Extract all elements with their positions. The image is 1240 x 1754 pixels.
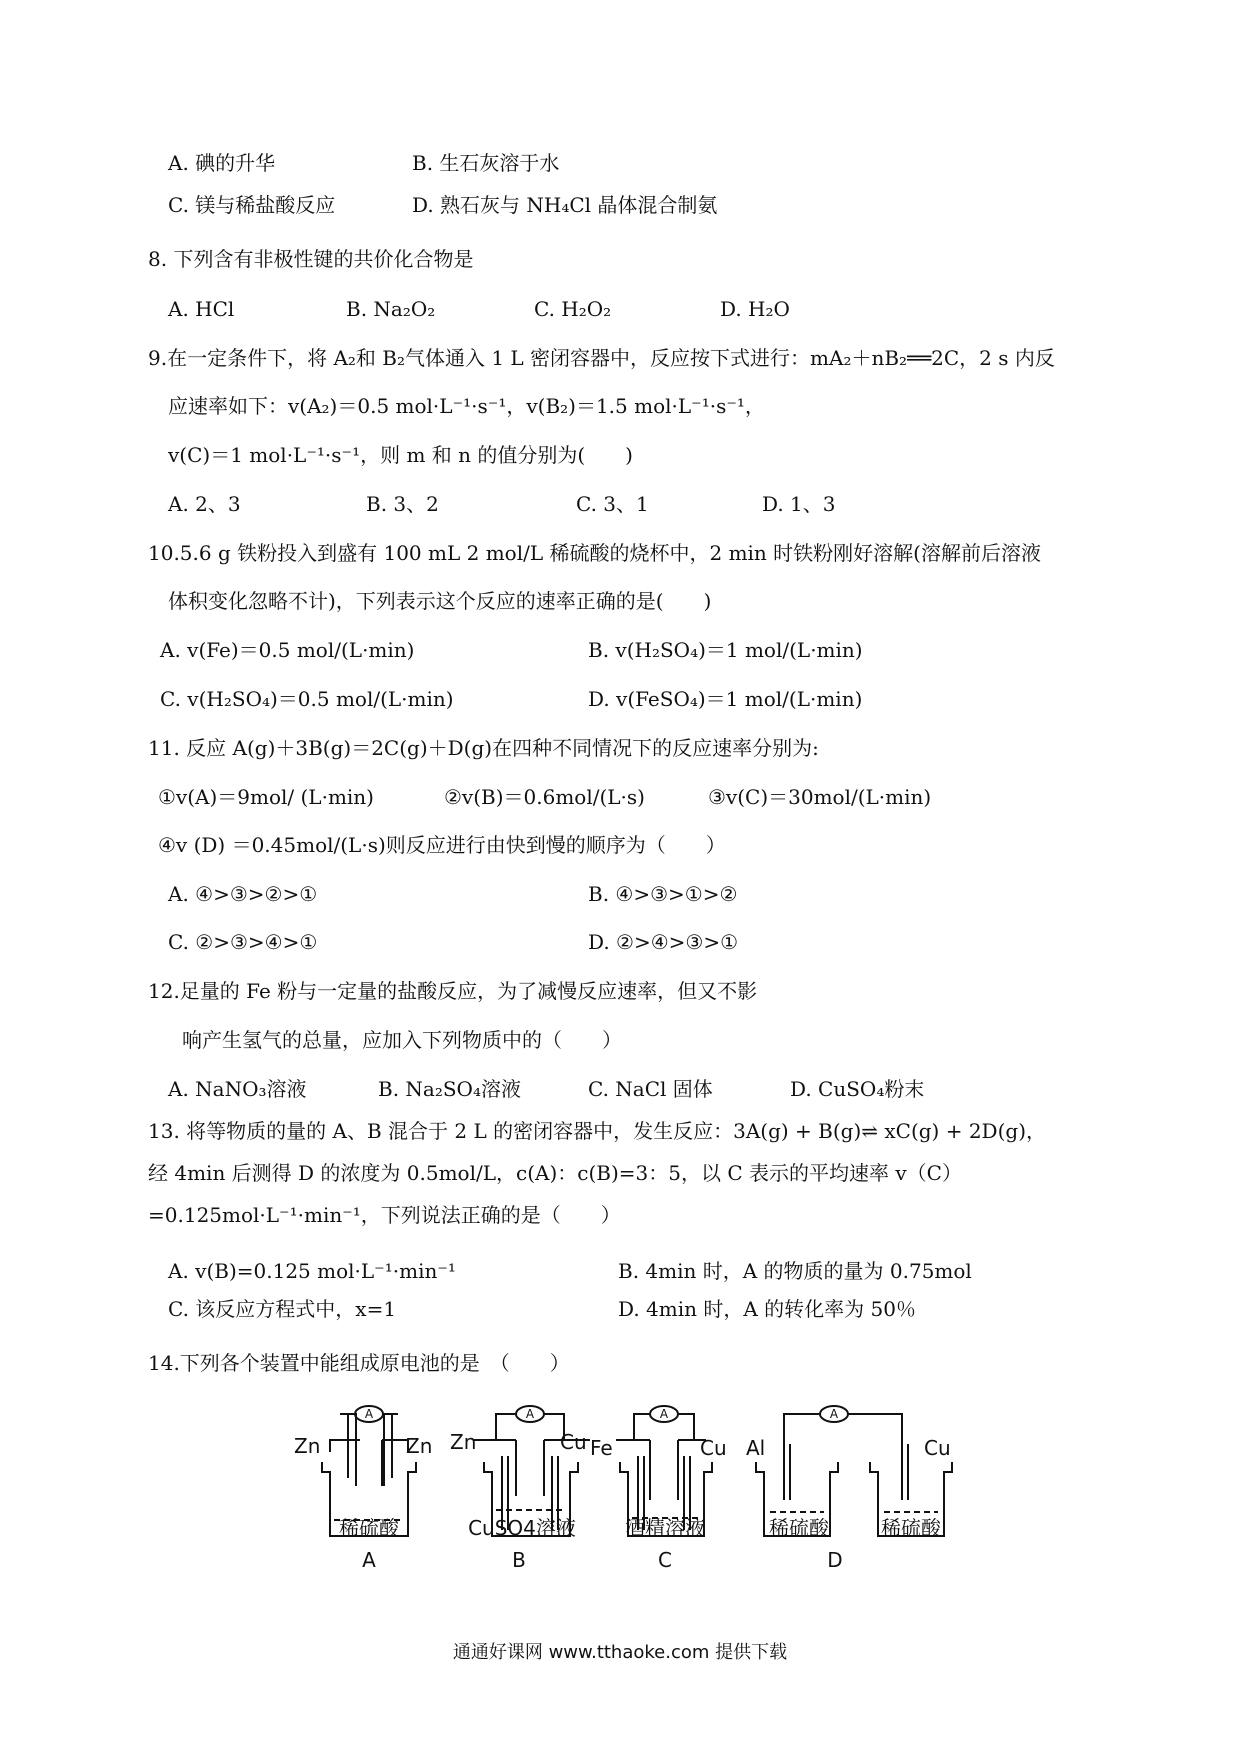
q11-rate-3: ③v(C)＝30mol/(L·min) xyxy=(708,785,932,809)
device-a-right-electrode: Zn xyxy=(406,1434,433,1458)
q7-option-a: A. 碘的升华 xyxy=(168,151,276,175)
q7-option-b: B. 生石灰溶于水 xyxy=(412,151,560,175)
q13-option-c: C. 该反应方程式中，x=1 xyxy=(168,1297,397,1321)
q11-option-c: C. ②>③>④>① xyxy=(168,930,318,954)
q12-option-b: B. Na₂SO₄溶液 xyxy=(378,1077,521,1101)
ammeter-b-label: A xyxy=(525,1407,535,1421)
q9-line1: 9.在一定条件下，将 A₂和 B₂气体通入 1 L 密闭容器中，反应按下式进行：mA₂＋nB₂══2C，2 s 内反 xyxy=(148,346,1055,370)
q11-option-b: B. ④>③>①>② xyxy=(588,882,738,906)
q8-stem: 8. 下列含有非极性键的共价化合物是 xyxy=(148,247,474,271)
q8-option-a: A. HCl xyxy=(168,297,235,321)
device-c-left-electrode: Fe xyxy=(590,1436,613,1460)
q13-line1: 13. 将等物质的量的 A、B 混合于 2 L 的密闭容器中，发生反应：3A(g) + B(g)⇌ xC(g) + 2D(g)， xyxy=(148,1119,1046,1143)
q14-stem: 14.下列各个装置中能组成原电池的是 （ ） xyxy=(148,1351,570,1375)
device-c-label: C xyxy=(658,1548,672,1572)
device-b-label: B xyxy=(512,1548,526,1572)
q11-option-a: A. ④>③>②>① xyxy=(168,882,318,906)
device-c-solution: 酒精溶液 xyxy=(625,1516,705,1540)
device-b-right-electrode: Cu xyxy=(560,1430,587,1454)
q10-option-c: C. v(H₂SO₄)＝0.5 mol/(L·min) xyxy=(160,687,454,711)
q9-option-d: D. 1、3 xyxy=(762,492,836,516)
q9-option-c: C. 3、1 xyxy=(576,492,649,516)
q12-line2: 响产生氢气的总量，应加入下列物质中的（ ） xyxy=(182,1028,622,1052)
device-c-right-electrode: Cu xyxy=(700,1436,727,1460)
device-d-right-electrode: Cu xyxy=(924,1436,951,1460)
q11-option-d: D. ②>④>③>① xyxy=(588,930,739,954)
q13-option-b: B. 4min 时，A 的物质的量为 0.75mol xyxy=(618,1259,972,1283)
q11-line1: 11. 反应 A(g)＋3B(g)＝2C(g)＋D(g)在四种不同情况下的反应速率分别为: xyxy=(148,736,819,760)
q12-line1: 12.足量的 Fe 粉与一定量的盐酸反应，为了减慢反应速率，但又不影 xyxy=(148,979,758,1003)
device-d-left-solution: 稀硫酸 xyxy=(769,1516,829,1540)
device-a-solution: 稀硫酸 xyxy=(339,1516,399,1540)
device-a-label: A xyxy=(362,1548,376,1572)
q12-option-d: D. CuSO₄粉末 xyxy=(790,1077,925,1101)
q11-rate-1: ①v(A)＝9mol/ (L·min) xyxy=(158,785,374,809)
q10-line2: 体积变化忽略不计)，下列表示这个反应的速率正确的是( ) xyxy=(168,589,712,613)
q10-line1: 10.5.6 g 铁粉投入到盛有 100 mL 2 mol/L 稀硫酸的烧杯中，2 min 时铁粉刚好溶解(溶解前后溶液 xyxy=(148,541,1041,565)
device-d-right-solution: 稀硫酸 xyxy=(881,1516,941,1540)
q9-line2: 应速率如下：v(A₂)＝0.5 mol·L⁻¹·s⁻¹，v(B₂)＝1.5 mol·L⁻¹·s⁻¹， xyxy=(168,394,765,418)
q8-option-b: B. Na₂O₂ xyxy=(346,297,436,321)
q10-option-a: A. v(Fe)＝0.5 mol/(L·min) xyxy=(160,638,415,662)
q12-option-a: A. NaNO₃溶液 xyxy=(168,1077,307,1101)
q13-line2: 经 4min 后测得 D 的浓度为 0.5mol/L，c(A)：c(B)=3：5，以 C 表示的平均速率 v（C） xyxy=(148,1161,962,1185)
q9-option-b: B. 3、2 xyxy=(366,492,439,516)
q11-rate-4: ④v (D) ＝0.45mol/(L·s)则反应进行由快到慢的顺序为（ ） xyxy=(158,833,726,857)
q13-option-d: D. 4min 时，A 的转化率为 50％ xyxy=(618,1297,916,1321)
ammeter-a-label: A xyxy=(364,1407,374,1421)
q9-line3: v(C)＝1 mol·L⁻¹·s⁻¹，则 m 和 n 的值分别为( ) xyxy=(168,443,633,467)
device-d-left-electrode: Al xyxy=(746,1436,766,1460)
q9-option-a: A. 2、3 xyxy=(168,492,241,516)
device-b-solution: CuSO4溶液 xyxy=(468,1516,576,1540)
q13-option-a: A. v(B)=0.125 mol·L⁻¹·min⁻¹ xyxy=(168,1259,456,1283)
q10-option-b: B. v(H₂SO₄)＝1 mol/(L·min) xyxy=(588,638,863,662)
q8-option-c: C. H₂O₂ xyxy=(534,297,612,321)
device-a-left-electrode: Zn xyxy=(294,1434,321,1458)
q12-option-c: C. NaCl 固体 xyxy=(588,1077,713,1101)
q7-option-c: C. 镁与稀盐酸反应 xyxy=(168,193,336,217)
device-b-left-electrode: Zn xyxy=(450,1430,477,1454)
device-d-label: D xyxy=(827,1548,843,1572)
ammeter-d-label: A xyxy=(829,1407,839,1421)
q10-option-d: D. v(FeSO₄)＝1 mol/(L·min) xyxy=(588,687,863,711)
ammeter-c-label: A xyxy=(659,1407,669,1421)
q13-line3: =0.125mol·L⁻¹·min⁻¹，下列说法正确的是（ ） xyxy=(148,1203,621,1227)
q11-rate-2: ②v(B)＝0.6mol/(L·s) xyxy=(444,785,645,809)
q8-option-d: D. H₂O xyxy=(720,297,790,321)
footer-credit: 通通好课网 www.tthaoke.com 提供下载 xyxy=(452,1642,788,1663)
q7-option-d: D. 熟石灰与 NH₄Cl 晶体混合制氨 xyxy=(412,193,718,217)
